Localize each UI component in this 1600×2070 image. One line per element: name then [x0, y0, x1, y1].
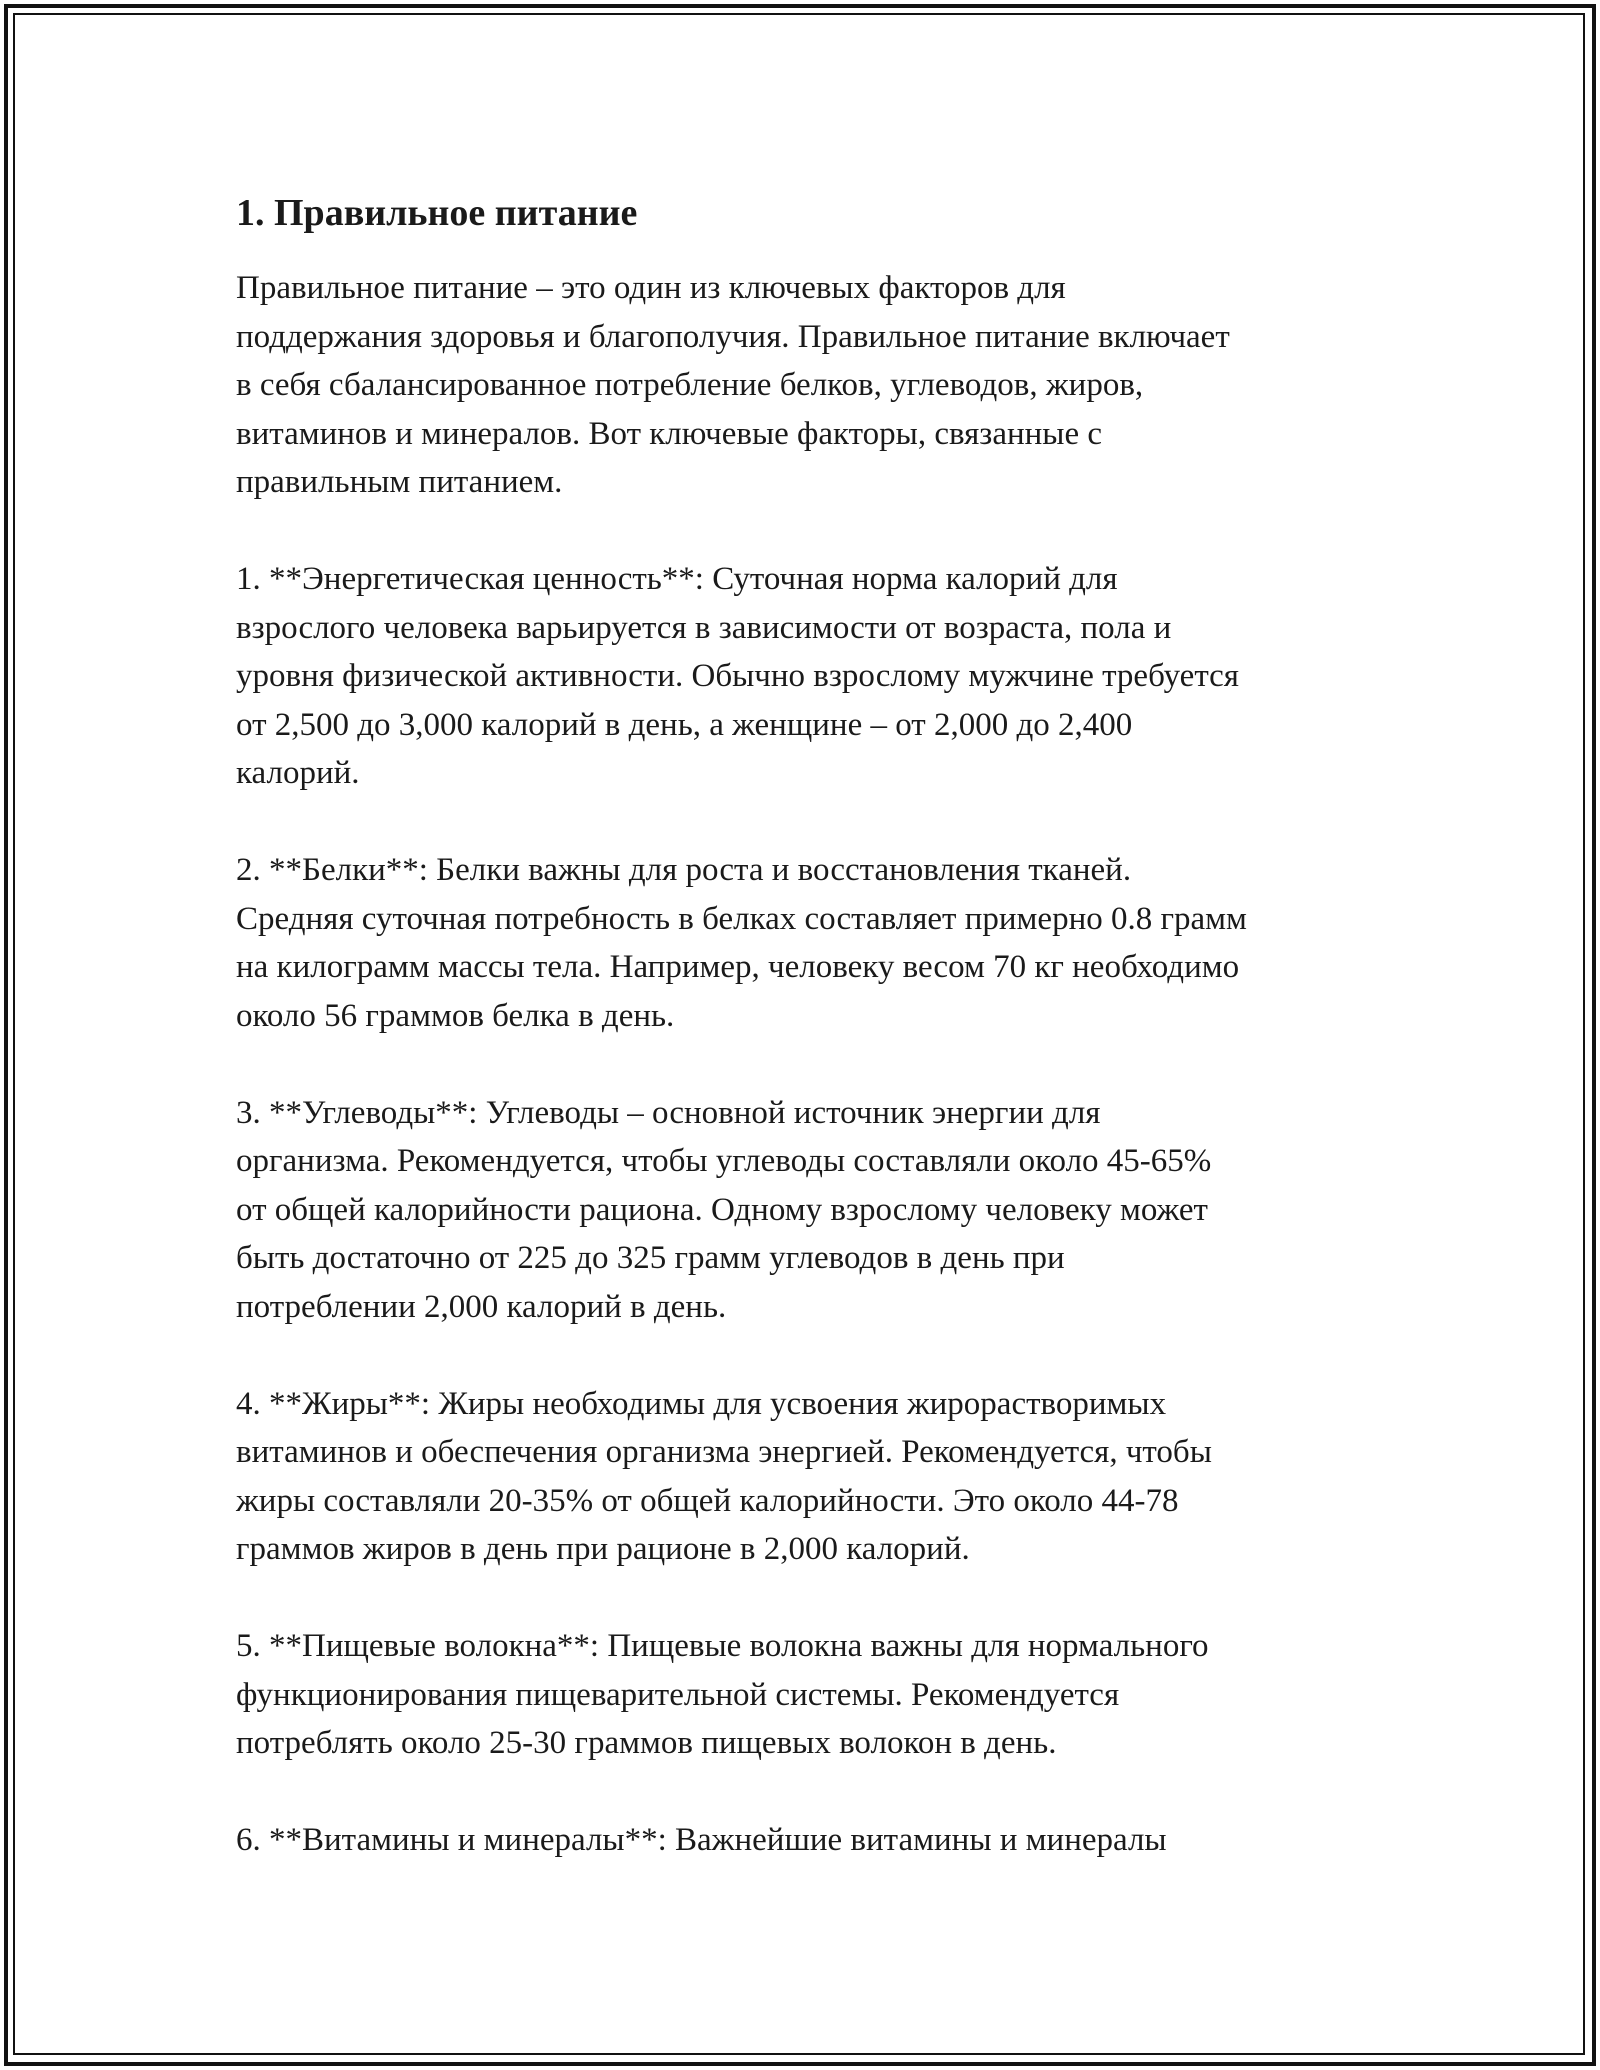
text-line: 5. **Пищевые волокна**: Пищевые волокна важны для нормального: [236, 1628, 1209, 1664]
text-line: потреблении 2,000 калорий в день.: [236, 1288, 727, 1325]
text-line: 1. **Энергетическая ценность**: Суточная норма калорий для: [236, 561, 1118, 597]
intro-paragraph: [236, 264, 1366, 507]
text-line: уровня физической активности. Обычно взрослому мужчине требуется: [236, 658, 1239, 694]
text-line: в себя сбалансированное потребление белков, углеводов, жиров,: [236, 367, 1144, 403]
list-item-energy: [236, 555, 1366, 798]
list-item-fiber: [236, 1622, 1366, 1768]
text-line: поддержания здоровья и благополучия. Правильное питание включает: [236, 318, 1230, 355]
text-line: взрослого человека варьируется в зависимости от возраста, пола и: [236, 609, 1172, 646]
list-item-vitamins: [236, 1816, 1366, 1865]
text-line: 4. **Жиры**: Жиры необходимы для усвоения жирорастворимых: [236, 1385, 1167, 1422]
text-line: калорий.: [236, 755, 360, 791]
text-line: от общей калорийности рациона. Одному взрослому человеку может: [236, 1191, 1208, 1228]
text-line: граммов жиров в день при рационе в 2,000 калорий.: [236, 1531, 970, 1567]
text-line: быть достаточно от 225 до 325 грамм углеводов в день при: [236, 1240, 1065, 1276]
text-line: Средняя суточная потребность в белках составляет примерно 0.8 грамм: [236, 900, 1247, 937]
text-line: организма. Рекомендуется, чтобы углеводы составляли около 45-65%: [236, 1143, 1212, 1179]
text-line: жиры составляли 20-35% от общей калорийности. Это около 44-78: [236, 1482, 1179, 1519]
list-item-fats: [236, 1380, 1366, 1574]
text-line: от 2,500 до 3,000 калорий в день, а женщине – от 2,000 до 2,400: [236, 706, 1133, 743]
text-line: 6. **Витамины и минералы**: Важнейшие витамины и минералы: [236, 1822, 1167, 1858]
text-line: на килограмм массы тела. Например, человеку весом 70 кг необходимо: [236, 949, 1240, 985]
text-line: витаминов и минералов. Вот ключевые факторы, связанные с: [236, 415, 1103, 452]
text-line: потреблять около 25-30 граммов пищевых волокон в день.: [236, 1725, 1057, 1761]
text-line: Правильное питание – это один из ключевых факторов для: [236, 270, 1066, 306]
list-item-proteins: [236, 846, 1366, 1040]
text-line: 2. **Белки**: Белки важны для роста и восстановления тканей.: [236, 852, 1132, 888]
text-line: около 56 граммов белка в день.: [236, 997, 675, 1034]
text-line: витаминов и обеспечения организма энергией. Рекомендуется, чтобы: [236, 1434, 1212, 1470]
list-item-carbohydrates: [236, 1089, 1366, 1332]
text-line: 3. **Углеводы**: Углеводы – основной источник энергии для: [236, 1094, 1101, 1131]
text-line: правильным питанием.: [236, 464, 563, 500]
text-line: функционирования пищеварительной системы. Рекомендуется: [236, 1676, 1120, 1713]
document-body: [236, 188, 1366, 1913]
section-title: 1. Правильное питание: [236, 192, 638, 234]
